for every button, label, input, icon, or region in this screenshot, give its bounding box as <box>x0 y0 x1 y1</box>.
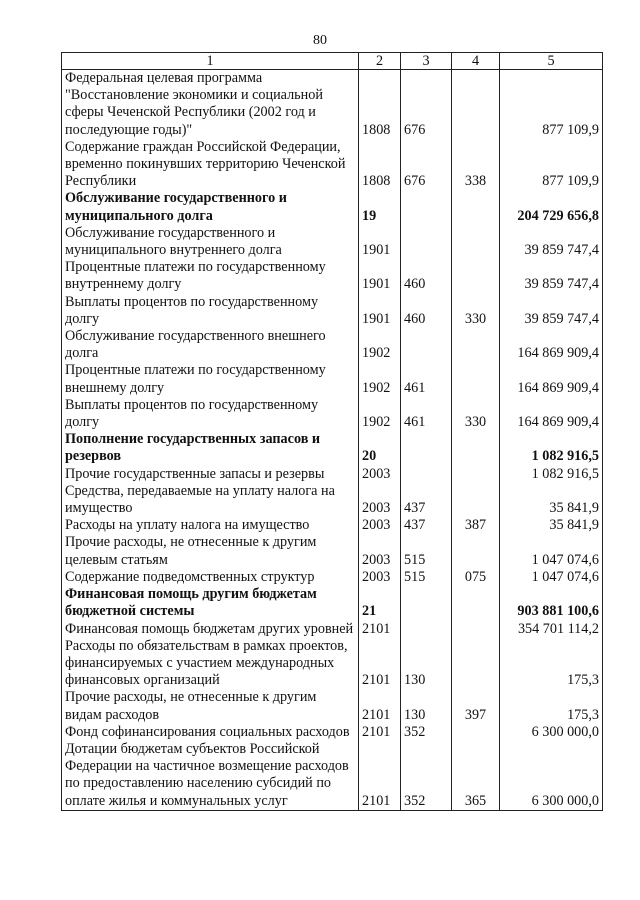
row-section-cell: 2003 <box>359 534 401 568</box>
row-target-cell: 461 <box>401 397 452 431</box>
row-section-cell: 1808 <box>359 70 401 139</box>
row-name-cell: Содержание подведомственных структур <box>62 569 359 586</box>
table-row <box>62 483 603 517</box>
table-row <box>62 638 603 690</box>
row-expense-cell <box>452 534 500 568</box>
table-row <box>62 225 603 259</box>
row-section-cell: 2003 <box>359 569 401 586</box>
row-section-cell: 19 <box>359 190 401 224</box>
header-col-1: 1 <box>62 53 359 70</box>
row-amount-cell: 164 869 909,4 <box>500 362 603 396</box>
row-section-cell: 20 <box>359 431 401 465</box>
row-amount-cell: 175,3 <box>500 638 603 690</box>
table-row <box>62 328 603 362</box>
row-target-cell: 676 <box>401 139 452 191</box>
row-name-cell: Федеральная целевая программа "Восстановление экономики и социальной сферы Чеченской Республики (2002 год и последующие годы)" <box>62 70 359 139</box>
row-name-cell: Выплаты процентов по государственному долгу <box>62 294 359 328</box>
row-name-cell: Средства, передаваемые на уплату налога на имущество <box>62 483 359 517</box>
table-row <box>62 741 603 810</box>
row-expense-cell <box>452 70 500 139</box>
row-target-cell: 130 <box>401 689 452 723</box>
row-name-cell: Прочие расходы, не отнесенные к другим целевым статьям <box>62 534 359 568</box>
row-target-cell: 460 <box>401 294 452 328</box>
row-target-cell <box>401 328 452 362</box>
row-expense-cell <box>452 724 500 741</box>
header-col-2: 2 <box>359 53 401 70</box>
row-expense-cell <box>452 362 500 396</box>
table-row <box>62 431 603 465</box>
row-amount-cell: 35 841,9 <box>500 517 603 534</box>
row-amount-cell: 175,3 <box>500 689 603 723</box>
header-col-5: 5 <box>500 53 603 70</box>
row-target-cell <box>401 621 452 638</box>
row-section-cell: 1902 <box>359 362 401 396</box>
row-name-cell: Фонд софинансирования социальных расходов <box>62 724 359 741</box>
row-section-cell: 1901 <box>359 225 401 259</box>
row-target-cell: 352 <box>401 724 452 741</box>
row-expense-cell: 365 <box>452 741 500 810</box>
row-target-cell: 437 <box>401 483 452 517</box>
row-name-cell: Расходы по обязательствам в рамках проектов, финансируемых с участием международных финансовых организаций <box>62 638 359 690</box>
row-amount-cell: 204 729 656,8 <box>500 190 603 224</box>
row-expense-cell: 397 <box>452 689 500 723</box>
row-amount-cell: 39 859 747,4 <box>500 259 603 293</box>
row-expense-cell <box>452 259 500 293</box>
header-col-3: 3 <box>401 53 452 70</box>
row-expense-cell: 387 <box>452 517 500 534</box>
row-target-cell <box>401 190 452 224</box>
table-row <box>62 397 603 431</box>
page-number: 80 <box>313 33 327 48</box>
row-section-cell: 1902 <box>359 397 401 431</box>
row-section-cell: 2101 <box>359 724 401 741</box>
row-amount-cell: 877 109,9 <box>500 139 603 191</box>
row-expense-cell <box>452 638 500 690</box>
table-row <box>62 586 603 620</box>
row-name-cell: Процентные платежи по государственному внешнему долгу <box>62 362 359 396</box>
row-expense-cell <box>452 328 500 362</box>
row-name-cell: Дотации бюджетам субъектов Российской Федерации на частичное возмещение расходов по предоставлению населению субсидий по оплате жилья и коммунальных услуг <box>62 741 359 810</box>
header-col-4: 4 <box>452 53 500 70</box>
row-name-cell: Финансовая помощь бюджетам других уровней <box>62 621 359 638</box>
row-amount-cell: 877 109,9 <box>500 70 603 139</box>
row-section-cell: 1902 <box>359 328 401 362</box>
table-row <box>62 724 603 741</box>
row-section-cell: 2003 <box>359 483 401 517</box>
row-amount-cell: 1 047 074,6 <box>500 569 603 586</box>
row-name-cell: Обслуживание государственного внешнего долга <box>62 328 359 362</box>
table-row <box>62 139 603 191</box>
row-target-cell: 437 <box>401 517 452 534</box>
row-target-cell <box>401 225 452 259</box>
row-name-cell: Выплаты процентов по государственному долгу <box>62 397 359 431</box>
row-expense-cell: 330 <box>452 397 500 431</box>
row-target-cell: 352 <box>401 741 452 810</box>
row-section-cell: 2003 <box>359 517 401 534</box>
row-amount-cell: 39 859 747,4 <box>500 294 603 328</box>
row-target-cell: 461 <box>401 362 452 396</box>
row-section-cell: 2101 <box>359 638 401 690</box>
row-target-cell <box>401 466 452 483</box>
row-expense-cell <box>452 466 500 483</box>
row-target-cell: 515 <box>401 569 452 586</box>
row-target-cell: 515 <box>401 534 452 568</box>
table-row <box>62 294 603 328</box>
row-expense-cell: 330 <box>452 294 500 328</box>
row-amount-cell: 164 869 909,4 <box>500 328 603 362</box>
row-name-cell: Прочие государственные запасы и резервы <box>62 466 359 483</box>
row-target-cell <box>401 586 452 620</box>
row-name-cell: Расходы на уплату налога на имущество <box>62 517 359 534</box>
row-expense-cell <box>452 431 500 465</box>
budget-table <box>61 52 603 811</box>
row-expense-cell: 075 <box>452 569 500 586</box>
row-amount-cell: 1 047 074,6 <box>500 534 603 568</box>
row-name-cell: Обслуживание государственного и муниципального внутреннего долга <box>62 225 359 259</box>
table-row <box>62 70 603 139</box>
row-amount-cell: 354 701 114,2 <box>500 621 603 638</box>
row-expense-cell: 338 <box>452 139 500 191</box>
table-row <box>62 362 603 396</box>
table-row <box>62 689 603 723</box>
row-amount-cell: 39 859 747,4 <box>500 225 603 259</box>
row-name-cell: Обслуживание государственного и муниципального долга <box>62 190 359 224</box>
row-section-cell: 2101 <box>359 689 401 723</box>
row-amount-cell: 1 082 916,5 <box>500 431 603 465</box>
row-expense-cell <box>452 225 500 259</box>
row-section-cell: 2101 <box>359 741 401 810</box>
row-target-cell: 130 <box>401 638 452 690</box>
row-expense-cell <box>452 190 500 224</box>
row-expense-cell <box>452 586 500 620</box>
row-name-cell: Пополнение государственных запасов и резервов <box>62 431 359 465</box>
row-amount-cell: 1 082 916,5 <box>500 466 603 483</box>
row-section-cell: 1901 <box>359 294 401 328</box>
row-target-cell <box>401 431 452 465</box>
row-section-cell: 21 <box>359 586 401 620</box>
row-section-cell: 2003 <box>359 466 401 483</box>
table-row <box>62 517 603 534</box>
table-header <box>62 53 603 70</box>
table-row <box>62 466 603 483</box>
row-name-cell: Прочие расходы, не отнесенные к другим видам расходов <box>62 689 359 723</box>
row-target-cell: 460 <box>401 259 452 293</box>
row-section-cell: 2101 <box>359 621 401 638</box>
row-name-cell: Содержание граждан Российской Федерации, временно покинувших территорию Чеченской Республики <box>62 139 359 191</box>
row-section-cell: 1901 <box>359 259 401 293</box>
table-row <box>62 621 603 638</box>
row-name-cell: Финансовая помощь другим бюджетам бюджетной системы <box>62 586 359 620</box>
table-row <box>62 190 603 224</box>
row-amount-cell: 903 881 100,6 <box>500 586 603 620</box>
header-row <box>62 53 603 70</box>
row-amount-cell: 6 300 000,0 <box>500 741 603 810</box>
table-row <box>62 569 603 586</box>
row-expense-cell <box>452 483 500 517</box>
row-expense-cell <box>452 621 500 638</box>
table-row <box>62 534 603 568</box>
table-row <box>62 259 603 293</box>
row-amount-cell: 164 869 909,4 <box>500 397 603 431</box>
row-name-cell: Процентные платежи по государственному внутреннему долгу <box>62 259 359 293</box>
row-amount-cell: 35 841,9 <box>500 483 603 517</box>
row-target-cell: 676 <box>401 70 452 139</box>
row-amount-cell: 6 300 000,0 <box>500 724 603 741</box>
table-body <box>62 70 603 811</box>
row-section-cell: 1808 <box>359 139 401 191</box>
